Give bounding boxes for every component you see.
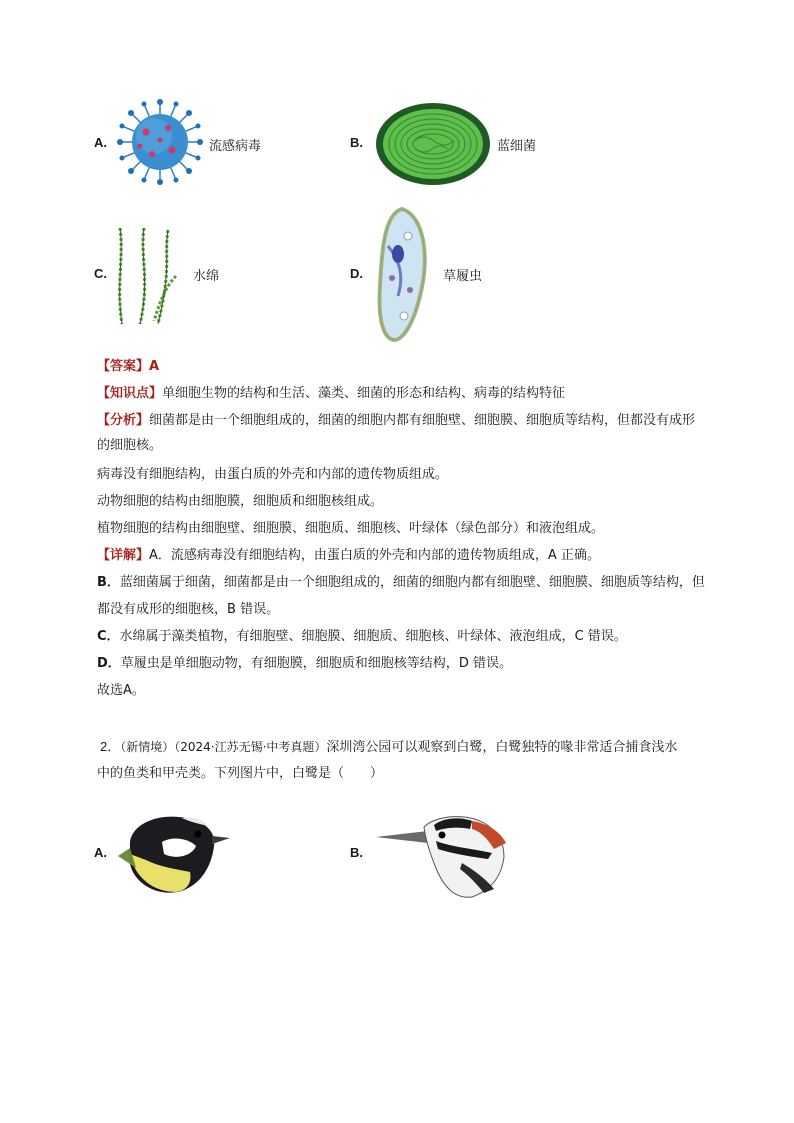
answer-line <box>97 357 159 377</box>
detail-d-text: 草履虫是单细胞动物，有细胞膜，细胞质和细胞核等结构， <box>120 656 459 671</box>
final-letter: A <box>123 683 132 698</box>
answer-label: 【答案】 <box>97 359 150 374</box>
detail-a-letter: A <box>547 548 557 563</box>
detail-label: 【详解】 <box>97 548 150 563</box>
detail-line-c <box>97 627 627 647</box>
question-text-1: 深圳湾公园可以观察到白鹭，白鹭独特的喙非常适合捕食浅水 <box>326 740 678 755</box>
analysis-line-3: 病毒没有细胞结构，由蛋白质的外壳和内部的遗传物质组成。 <box>97 467 449 482</box>
analysis-text: 细菌都是由一个细胞组成的，细菌的细胞内都有细胞壁、细胞膜、细胞质等结构，但都没有成形 <box>149 413 696 428</box>
analysis-line-1 <box>97 411 695 431</box>
detail-a-end: 正确。 <box>560 548 600 563</box>
detail-b-letter: B <box>227 602 236 617</box>
option-text: 水绵 <box>193 269 220 284</box>
option-letter: D. <box>350 266 363 281</box>
question-tag-source: （2024·江苏无锡·中考真题） <box>174 740 327 754</box>
analysis-line-2: 的细胞核。 <box>97 438 163 453</box>
detail-d-end: 错误。 <box>472 656 512 671</box>
analysis-line-4: 动物细胞的结构由细胞膜，细胞质和细胞核组成。 <box>97 494 384 509</box>
influenza-virus-icon <box>116 98 204 186</box>
detail-c-text: 水绵属于藻类植物，有细胞壁、细胞膜、细胞质、细胞核、叶绿体、液泡组成， <box>119 629 575 644</box>
option-text: 流感病毒 <box>209 139 262 154</box>
detail-line-b2 <box>97 600 279 620</box>
option-letter: A. <box>94 845 107 860</box>
detail-line-b1 <box>97 573 705 593</box>
detail-a-text: A．流感病毒没有细胞结构，由蛋白质的外壳和内部的遗传物质组成， <box>149 548 548 563</box>
final-answer-line <box>97 681 145 701</box>
question-2-line-1 <box>100 737 677 758</box>
detail-b-text: 蓝细菌属于细菌，细菌都是由一个细胞组成的，细菌的细胞内都有细胞壁、细胞膜、细胞质等结构，但 <box>119 575 705 590</box>
option-letter: B. <box>350 845 363 860</box>
option-letter: A. <box>94 135 107 150</box>
detail-c-letter-prefix: C． <box>97 629 120 644</box>
analysis-label: 【分析】 <box>97 413 150 428</box>
detail-c-end: 错误。 <box>587 629 627 644</box>
knowledge-label: 【知识点】 <box>97 386 163 401</box>
knowledge-line <box>97 384 565 404</box>
final-prefix: 故选 <box>97 683 124 698</box>
analysis-line-5: 植物细胞的结构由细胞壁、细胞膜、细胞质、细胞核、叶绿体（绿色部分）和液泡组成。 <box>97 521 605 536</box>
question-tag-new: （新情境） <box>120 740 175 754</box>
detail-d-letter-prefix: D． <box>97 656 121 671</box>
detail-b-end: 错误。 <box>240 602 280 617</box>
woodpecker-head-icon <box>376 813 510 899</box>
detail-d-letter: D <box>458 656 469 671</box>
answer-value: A <box>149 359 160 374</box>
detail-b-letter-prefix: B． <box>97 575 120 590</box>
great-tit-head-icon <box>116 812 232 894</box>
spirogyra-icon <box>110 226 184 326</box>
detail-line-a <box>97 546 600 566</box>
cyanobacteria-icon <box>374 101 492 187</box>
question-number: 2． <box>100 739 121 754</box>
option-text: 草履虫 <box>443 269 483 284</box>
detail-c-letter: C <box>574 629 584 644</box>
option-letter: C. <box>94 266 107 281</box>
option-text: 蓝细菌 <box>497 139 537 154</box>
detail-b-text-2: 都没有成形的细胞核， <box>97 602 228 617</box>
question-2-line-2: 中的鱼类和甲壳类。下列图片中，白鹭是（ ） <box>97 766 384 781</box>
knowledge-text: 单细胞生物的结构和生活、藻类、细菌的形态和结构、病毒的结构特征 <box>162 386 566 401</box>
detail-line-d <box>97 654 512 674</box>
final-end: 。 <box>131 683 145 698</box>
paramecium-icon <box>374 206 432 344</box>
option-letter: B. <box>350 135 363 150</box>
